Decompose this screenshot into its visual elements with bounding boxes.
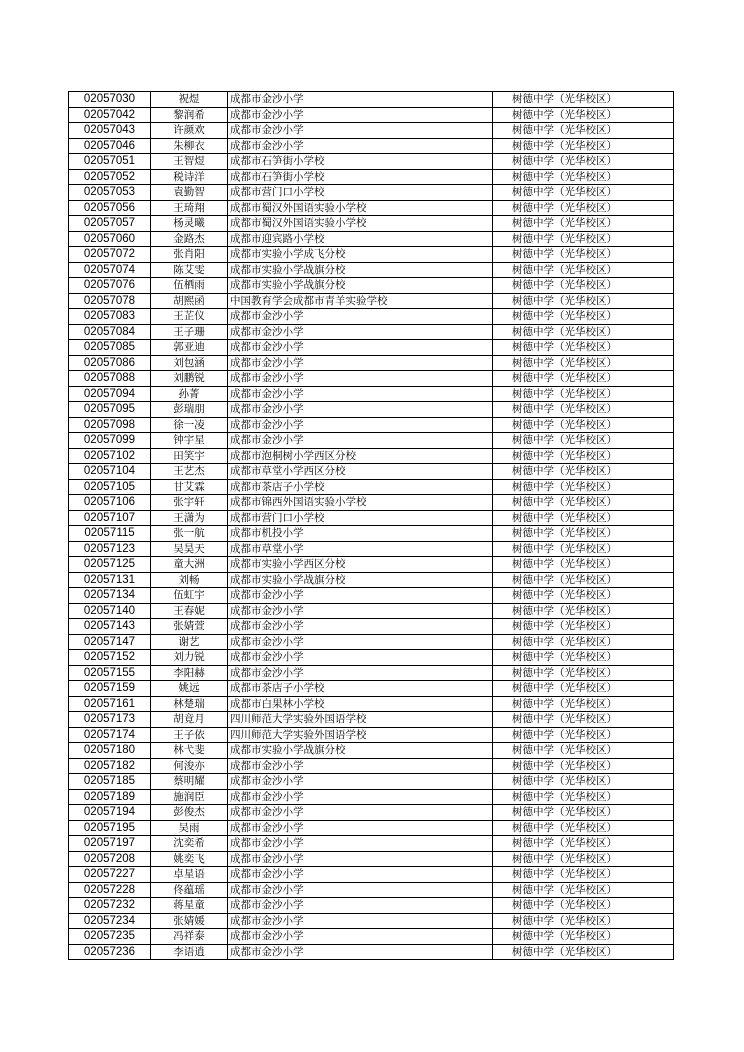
student-id-cell: 02057084 [69, 324, 151, 340]
student-id-cell: 02057147 [69, 634, 151, 650]
primary-school-cell: 成都市金沙小学 [228, 107, 493, 123]
student-name-cell: 刘包涵 [151, 355, 228, 371]
student-id-cell: 02057053 [69, 185, 151, 201]
table-row [69, 805, 674, 821]
primary-school-cell: 成都市金沙小学 [228, 634, 493, 650]
admitted-school-cell: 树德中学（光华校区） [493, 665, 674, 681]
table-row [69, 340, 674, 356]
student-id-cell: 02057098 [69, 417, 151, 433]
student-name-cell: 姚远 [151, 681, 228, 697]
primary-school-cell: 成都市金沙小学 [228, 309, 493, 325]
admitted-school-cell: 树德中学（光华校区） [493, 944, 674, 960]
admitted-school-cell: 树德中学（光华校区） [493, 293, 674, 309]
table-row [69, 557, 674, 573]
student-id-cell: 02057115 [69, 526, 151, 542]
student-name-cell: 胡竟月 [151, 712, 228, 728]
admitted-school-cell: 树德中学（光华校区） [493, 278, 674, 294]
admitted-school-cell: 树德中学（光华校区） [493, 107, 674, 123]
student-id-cell: 02057085 [69, 340, 151, 356]
admitted-school-cell: 树德中学（光华校区） [493, 634, 674, 650]
admitted-school-cell: 树德中学（光华校区） [493, 557, 674, 573]
student-id-cell: 02057208 [69, 851, 151, 867]
student-id-cell: 02057180 [69, 743, 151, 759]
admitted-school-cell: 树德中学（光华校区） [493, 386, 674, 402]
primary-school-cell: 成都市实验小学成飞分校 [228, 247, 493, 263]
table-row [69, 92, 674, 108]
student-id-cell: 02057143 [69, 619, 151, 635]
admitted-school-cell: 树德中学（光华校区） [493, 619, 674, 635]
student-name-cell: 张肖阳 [151, 247, 228, 263]
table-row [69, 650, 674, 666]
admitted-school-cell: 树德中学（光华校区） [493, 324, 674, 340]
primary-school-cell: 成都市金沙小学 [228, 371, 493, 387]
primary-school-cell: 成都市泡桐树小学西区分校 [228, 448, 493, 464]
primary-school-cell: 成都市金沙小学 [228, 898, 493, 914]
student-id-cell: 02057197 [69, 836, 151, 852]
student-name-cell: 谢艺 [151, 634, 228, 650]
primary-school-cell: 成都市金沙小学 [228, 665, 493, 681]
student-id-cell: 02057235 [69, 929, 151, 945]
table-row [69, 200, 674, 216]
table-row [69, 696, 674, 712]
student-id-cell: 02057140 [69, 603, 151, 619]
table-body [69, 92, 674, 960]
primary-school-cell: 成都市蜀汉外国语实验小学校 [228, 200, 493, 216]
student-id-cell: 02057182 [69, 758, 151, 774]
student-id-cell: 02057155 [69, 665, 151, 681]
table-row [69, 231, 674, 247]
admitted-school-cell: 树德中学（光华校区） [493, 805, 674, 821]
admitted-school-cell: 树德中学（光华校区） [493, 200, 674, 216]
admitted-school-cell: 树德中学（光华校区） [493, 479, 674, 495]
primary-school-cell: 成都市迎宾路小学校 [228, 231, 493, 247]
student-name-cell: 张宇轩 [151, 495, 228, 511]
table-row [69, 464, 674, 480]
admitted-school-cell: 树德中学（光华校区） [493, 727, 674, 743]
student-id-cell: 02057105 [69, 479, 151, 495]
student-id-cell: 02057161 [69, 696, 151, 712]
primary-school-cell: 成都市金沙小学 [228, 913, 493, 929]
student-name-cell: 金路杰 [151, 231, 228, 247]
student-name-cell: 徐一凌 [151, 417, 228, 433]
table-row [69, 216, 674, 232]
student-id-cell: 02057189 [69, 789, 151, 805]
admitted-school-cell: 树德中学（光华校区） [493, 123, 674, 139]
primary-school-cell: 成都市金沙小学 [228, 340, 493, 356]
primary-school-cell: 成都市白果林小学校 [228, 696, 493, 712]
student-id-cell: 02057232 [69, 898, 151, 914]
primary-school-cell: 成都市金沙小学 [228, 417, 493, 433]
admitted-school-cell: 树德中学（光华校区） [493, 138, 674, 154]
primary-school-cell: 四川师范大学实验外国语学校 [228, 727, 493, 743]
admitted-school-cell: 树德中学（光华校区） [493, 913, 674, 929]
admitted-school-cell: 树德中学（光华校区） [493, 510, 674, 526]
student-name-cell: 李阳赫 [151, 665, 228, 681]
student-name-cell: 施润臣 [151, 789, 228, 805]
student-id-cell: 02057173 [69, 712, 151, 728]
student-id-cell: 02057194 [69, 805, 151, 821]
table-row [69, 603, 674, 619]
student-name-cell: 王子依 [151, 727, 228, 743]
student-id-cell: 02057078 [69, 293, 151, 309]
admitted-school-cell: 树德中学（光华校区） [493, 185, 674, 201]
admitted-school-cell: 树德中学（光华校区） [493, 681, 674, 697]
primary-school-cell: 成都市金沙小学 [228, 92, 493, 108]
student-name-cell: 田笑宇 [151, 448, 228, 464]
student-name-cell: 张婧萱 [151, 619, 228, 635]
student-name-cell: 张婧媛 [151, 913, 228, 929]
admitted-school-cell: 树德中学（光华校区） [493, 712, 674, 728]
student-name-cell: 孙菁 [151, 386, 228, 402]
table-row [69, 944, 674, 960]
student-name-cell: 吴昊天 [151, 541, 228, 557]
admitted-school-cell: 树德中学（光华校区） [493, 743, 674, 759]
table-row [69, 185, 674, 201]
primary-school-cell: 成都市金沙小学 [228, 386, 493, 402]
student-id-cell: 02057056 [69, 200, 151, 216]
student-id-cell: 02057046 [69, 138, 151, 154]
table-row [69, 448, 674, 464]
admitted-school-cell: 树德中学（光华校区） [493, 836, 674, 852]
student-name-cell: 林弋斐 [151, 743, 228, 759]
student-name-cell: 林楚瑞 [151, 696, 228, 712]
admitted-school-cell: 树德中学（光华校区） [493, 650, 674, 666]
table-row [69, 882, 674, 898]
table-row [69, 774, 674, 790]
student-name-cell: 钟宇星 [151, 433, 228, 449]
table-row [69, 851, 674, 867]
student-id-cell: 02057099 [69, 433, 151, 449]
primary-school-cell: 成都市草堂小学西区分校 [228, 464, 493, 480]
student-name-cell: 王春妮 [151, 603, 228, 619]
student-name-cell: 伍虹宇 [151, 588, 228, 604]
admitted-school-cell: 树德中学（光华校区） [493, 402, 674, 418]
table-row [69, 154, 674, 170]
table-row [69, 681, 674, 697]
primary-school-cell: 成都市金沙小学 [228, 789, 493, 805]
table-row [69, 510, 674, 526]
primary-school-cell: 成都市营门口小学校 [228, 510, 493, 526]
primary-school-cell: 成都市锦西外国语实验小学校 [228, 495, 493, 511]
student-name-cell: 佟蕴瑶 [151, 882, 228, 898]
primary-school-cell: 成都市石笋街小学校 [228, 169, 493, 185]
student-name-cell: 王潇为 [151, 510, 228, 526]
student-name-cell: 沈奕希 [151, 836, 228, 852]
student-name-cell: 刘鹏锐 [151, 371, 228, 387]
table-row [69, 541, 674, 557]
primary-school-cell: 成都市金沙小学 [228, 929, 493, 945]
student-id-cell: 02057095 [69, 402, 151, 418]
table-row [69, 836, 674, 852]
admitted-school-cell: 树德中学（光华校区） [493, 820, 674, 836]
admitted-school-cell: 树德中学（光华校区） [493, 526, 674, 542]
admitted-school-cell: 树德中学（光华校区） [493, 572, 674, 588]
student-name-cell: 王芷仪 [151, 309, 228, 325]
admitted-school-cell: 树德中学（光华校区） [493, 541, 674, 557]
table-row [69, 634, 674, 650]
table-row [69, 417, 674, 433]
table-row [69, 867, 674, 883]
student-name-cell: 王艺杰 [151, 464, 228, 480]
admitted-school-cell: 树德中学（光华校区） [493, 758, 674, 774]
table-row [69, 572, 674, 588]
student-id-cell: 02057152 [69, 650, 151, 666]
primary-school-cell: 中国教育学会成都市青羊实验学校 [228, 293, 493, 309]
admitted-school-cell: 树德中学（光华校区） [493, 417, 674, 433]
student-id-cell: 02057195 [69, 820, 151, 836]
admitted-school-cell: 树德中学（光华校区） [493, 216, 674, 232]
primary-school-cell: 成都市金沙小学 [228, 774, 493, 790]
student-name-cell: 刘力锐 [151, 650, 228, 666]
primary-school-cell: 成都市机投小学 [228, 526, 493, 542]
student-id-cell: 02057083 [69, 309, 151, 325]
admitted-school-cell: 树德中学（光华校区） [493, 448, 674, 464]
student-name-cell: 童大洲 [151, 557, 228, 573]
table-row [69, 309, 674, 325]
primary-school-cell: 成都市实验小学西区分校 [228, 557, 493, 573]
primary-school-cell: 成都市金沙小学 [228, 355, 493, 371]
student-id-cell: 02057060 [69, 231, 151, 247]
student-name-cell: 杨灵曦 [151, 216, 228, 232]
student-id-cell: 02057042 [69, 107, 151, 123]
student-name-cell: 彭俊杰 [151, 805, 228, 821]
admitted-school-cell: 树德中学（光华校区） [493, 340, 674, 356]
admitted-school-cell: 树德中学（光华校区） [493, 929, 674, 945]
student-name-cell: 胡熙函 [151, 293, 228, 309]
table-row [69, 355, 674, 371]
table-row [69, 138, 674, 154]
table-row [69, 929, 674, 945]
primary-school-cell: 成都市实验小学战旗分校 [228, 572, 493, 588]
student-id-cell: 02057102 [69, 448, 151, 464]
table-row [69, 820, 674, 836]
student-id-cell: 02057106 [69, 495, 151, 511]
table-row [69, 278, 674, 294]
primary-school-cell: 成都市金沙小学 [228, 758, 493, 774]
primary-school-cell: 成都市金沙小学 [228, 867, 493, 883]
admitted-school-cell: 树德中学（光华校区） [493, 309, 674, 325]
student-id-cell: 02057052 [69, 169, 151, 185]
student-name-cell: 黎润希 [151, 107, 228, 123]
primary-school-cell: 四川师范大学实验外国语学校 [228, 712, 493, 728]
student-name-cell: 朱柳衣 [151, 138, 228, 154]
admitted-school-cell: 树德中学（光华校区） [493, 774, 674, 790]
primary-school-cell: 成都市草堂小学 [228, 541, 493, 557]
table-row [69, 293, 674, 309]
table-row [69, 402, 674, 418]
student-name-cell: 冯祥泰 [151, 929, 228, 945]
student-id-cell: 02057086 [69, 355, 151, 371]
primary-school-cell: 成都市金沙小学 [228, 882, 493, 898]
primary-school-cell: 成都市实验小学战旗分校 [228, 262, 493, 278]
admitted-school-cell: 树德中学（光华校区） [493, 262, 674, 278]
admitted-school-cell: 树德中学（光华校区） [493, 588, 674, 604]
table-row [69, 913, 674, 929]
primary-school-cell: 成都市营门口小学校 [228, 185, 493, 201]
primary-school-cell: 成都市金沙小学 [228, 433, 493, 449]
student-id-cell: 02057030 [69, 92, 151, 108]
table-row [69, 898, 674, 914]
primary-school-cell: 成都市金沙小学 [228, 138, 493, 154]
student-id-cell: 02057051 [69, 154, 151, 170]
admitted-school-cell: 树德中学（光华校区） [493, 851, 674, 867]
table-row [69, 324, 674, 340]
student-id-cell: 02057074 [69, 262, 151, 278]
student-name-cell: 姚奕飞 [151, 851, 228, 867]
student-name-cell: 李语逍 [151, 944, 228, 960]
student-name-cell: 王琦翔 [151, 200, 228, 216]
admitted-school-cell: 树德中学（光华校区） [493, 433, 674, 449]
table-row [69, 619, 674, 635]
admitted-school-cell: 树德中学（光华校区） [493, 92, 674, 108]
admitted-school-cell: 树德中学（光华校区） [493, 169, 674, 185]
student-name-cell: 伍栖雨 [151, 278, 228, 294]
student-id-cell: 02057234 [69, 913, 151, 929]
table-row [69, 433, 674, 449]
primary-school-cell: 成都市金沙小学 [228, 650, 493, 666]
table-row [69, 526, 674, 542]
primary-school-cell: 成都市金沙小学 [228, 324, 493, 340]
student-id-cell: 02057094 [69, 386, 151, 402]
student-name-cell: 许颜欢 [151, 123, 228, 139]
primary-school-cell: 成都市金沙小学 [228, 836, 493, 852]
primary-school-cell: 成都市蜀汉外国语实验小学校 [228, 216, 493, 232]
table-row [69, 262, 674, 278]
table-row [69, 479, 674, 495]
primary-school-cell: 成都市金沙小学 [228, 588, 493, 604]
student-name-cell: 吴雨 [151, 820, 228, 836]
admitted-school-cell: 树德中学（光华校区） [493, 371, 674, 387]
table-row [69, 665, 674, 681]
table-row [69, 247, 674, 263]
admitted-school-cell: 树德中学（光华校区） [493, 882, 674, 898]
student-id-cell: 02057185 [69, 774, 151, 790]
student-name-cell: 张一航 [151, 526, 228, 542]
primary-school-cell: 成都市金沙小学 [228, 851, 493, 867]
student-name-cell: 何浚亦 [151, 758, 228, 774]
student-table [68, 91, 674, 960]
admitted-school-cell: 树德中学（光华校区） [493, 247, 674, 263]
student-id-cell: 02057088 [69, 371, 151, 387]
student-name-cell: 彭瑞朋 [151, 402, 228, 418]
student-name-cell: 郭亚迪 [151, 340, 228, 356]
admitted-school-cell: 树德中学（光华校区） [493, 464, 674, 480]
admitted-school-cell: 树德中学（光华校区） [493, 789, 674, 805]
admitted-school-cell: 树德中学（光华校区） [493, 355, 674, 371]
primary-school-cell: 成都市金沙小学 [228, 123, 493, 139]
student-id-cell: 02057131 [69, 572, 151, 588]
student-name-cell: 袁勤智 [151, 185, 228, 201]
primary-school-cell: 成都市金沙小学 [228, 820, 493, 836]
student-name-cell: 蒋星童 [151, 898, 228, 914]
student-name-cell: 王智煜 [151, 154, 228, 170]
student-id-cell: 02057057 [69, 216, 151, 232]
student-id-cell: 02057107 [69, 510, 151, 526]
primary-school-cell: 成都市石笋街小学校 [228, 154, 493, 170]
table-row [69, 789, 674, 805]
student-id-cell: 02057227 [69, 867, 151, 883]
student-name-cell: 甘艾霖 [151, 479, 228, 495]
student-name-cell: 祝煜 [151, 92, 228, 108]
primary-school-cell: 成都市金沙小学 [228, 603, 493, 619]
table-row [69, 758, 674, 774]
student-name-cell: 陈艾雯 [151, 262, 228, 278]
table-row [69, 712, 674, 728]
table-row [69, 588, 674, 604]
student-id-cell: 02057104 [69, 464, 151, 480]
admitted-school-cell: 树德中学（光华校区） [493, 154, 674, 170]
student-id-cell: 02057134 [69, 588, 151, 604]
admitted-school-cell: 树德中学（光华校区） [493, 603, 674, 619]
student-name-cell: 税诗洋 [151, 169, 228, 185]
table-row [69, 386, 674, 402]
table-row [69, 727, 674, 743]
student-id-cell: 02057076 [69, 278, 151, 294]
admitted-school-cell: 树德中学（光华校区） [493, 898, 674, 914]
admitted-school-cell: 树德中学（光华校区） [493, 867, 674, 883]
primary-school-cell: 成都市金沙小学 [228, 402, 493, 418]
primary-school-cell: 成都市茶店子小学校 [228, 681, 493, 697]
primary-school-cell: 成都市金沙小学 [228, 805, 493, 821]
table-row [69, 371, 674, 387]
student-id-cell: 02057159 [69, 681, 151, 697]
student-name-cell: 王子珊 [151, 324, 228, 340]
student-id-cell: 02057123 [69, 541, 151, 557]
student-id-cell: 02057228 [69, 882, 151, 898]
table-row [69, 107, 674, 123]
primary-school-cell: 成都市茶店子小学校 [228, 479, 493, 495]
student-id-cell: 02057174 [69, 727, 151, 743]
student-name-cell: 卓星语 [151, 867, 228, 883]
table-row [69, 123, 674, 139]
student-id-cell: 02057125 [69, 557, 151, 573]
primary-school-cell: 成都市实验小学战旗分校 [228, 743, 493, 759]
admitted-school-cell: 树德中学（光华校区） [493, 696, 674, 712]
student-name-cell: 刘畅 [151, 572, 228, 588]
student-name-cell: 蔡明耀 [151, 774, 228, 790]
table-row [69, 169, 674, 185]
primary-school-cell: 成都市金沙小学 [228, 944, 493, 960]
student-id-cell: 02057072 [69, 247, 151, 263]
table-row [69, 743, 674, 759]
primary-school-cell: 成都市金沙小学 [228, 619, 493, 635]
student-id-cell: 02057236 [69, 944, 151, 960]
primary-school-cell: 成都市实验小学战旗分校 [228, 278, 493, 294]
admitted-school-cell: 树德中学（光华校区） [493, 495, 674, 511]
admitted-school-cell: 树德中学（光华校区） [493, 231, 674, 247]
student-id-cell: 02057043 [69, 123, 151, 139]
table-row [69, 495, 674, 511]
